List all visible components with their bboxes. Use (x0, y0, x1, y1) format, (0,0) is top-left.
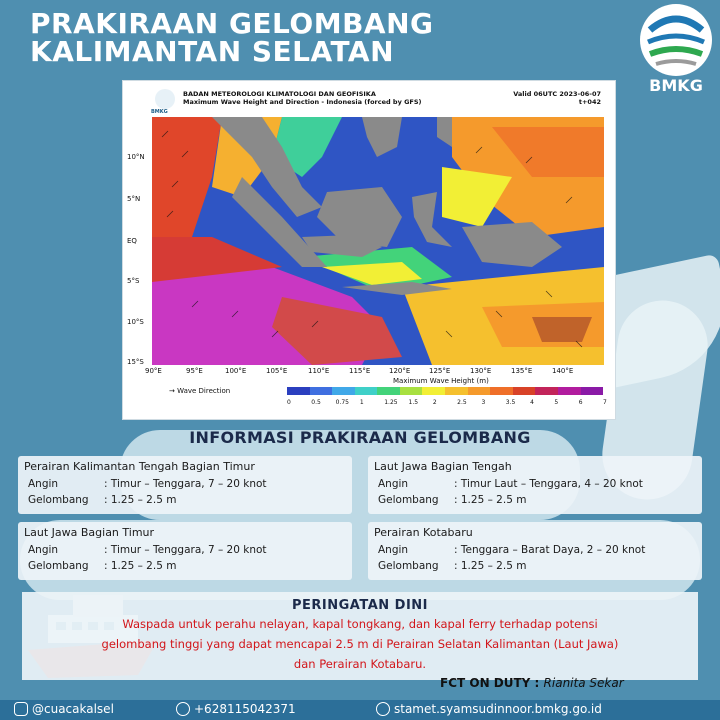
map-forecast-step: t+042 (578, 98, 601, 106)
colorbar-swatch (468, 387, 491, 395)
lon-label: 115°E (349, 367, 371, 375)
instagram-icon (14, 702, 28, 716)
colorbar-swatch (490, 387, 513, 395)
colorbar-swatch (287, 387, 310, 395)
bmkg-logo-text: BMKG (649, 76, 703, 95)
forecast-box (18, 522, 352, 580)
title-line-1: PRAKIRAAN GELOMBANG (30, 7, 434, 40)
lat-label: 10°N (127, 153, 145, 161)
whatsapp-icon (176, 702, 190, 716)
lon-label: 135°E (511, 367, 533, 375)
colorbar-tick-label: 1.5 (408, 399, 419, 406)
forecast-box-title: Laut Jawa Bagian Tengah (374, 460, 512, 473)
early-warning-box (22, 592, 698, 680)
fct-label: FCT ON DUTY : (440, 676, 540, 690)
wave-value: : 1.25 – 2.5 m (454, 494, 527, 506)
forecaster-on-duty (440, 676, 624, 690)
wave-row (28, 560, 176, 572)
colorbar-tick-label: 7 (603, 399, 607, 406)
wave-height-map (152, 117, 604, 365)
wind-row (378, 544, 645, 556)
page-title (30, 7, 434, 68)
forecast-box (368, 522, 702, 580)
lon-label: 140°E (552, 367, 574, 375)
forecast-box-title: Perairan Kalimantan Tengah Bagian Timur (24, 460, 255, 473)
wave-height-map-image (152, 117, 604, 365)
colorbar-tick-label: 0.5 (311, 399, 321, 406)
footer-website[interactable] (376, 702, 602, 716)
map-bmkg-logo-text: BMKG (151, 109, 168, 115)
wind-value: : Timur – Tenggara, 7 – 20 knot (104, 544, 267, 556)
lon-label: 130°E (470, 367, 492, 375)
footer-bar (0, 700, 720, 720)
warning-title: PERINGATAN DINI (291, 598, 429, 613)
map-header-right (513, 90, 601, 106)
warning-text (38, 614, 682, 674)
colorbar-swatch (558, 387, 581, 395)
wave-value: : 1.25 – 2.5 m (104, 494, 177, 506)
colorbar-title: Maximum Wave Height (m) (393, 377, 489, 385)
colorbar-tick-label: 1.25 (384, 399, 398, 406)
wave-label: Gelombang (378, 494, 439, 506)
colorbar-tick-label: 2 (432, 399, 437, 406)
colorbar-swatch (581, 387, 604, 395)
lon-label: 110°E (308, 367, 330, 375)
globe-icon (376, 702, 390, 716)
wave-direction-label: Wave Direction (177, 387, 231, 395)
footer-instagram[interactable] (14, 702, 114, 716)
arrow-right-icon: → (169, 387, 175, 395)
colorbar-tick-label: 0 (287, 399, 291, 406)
forecast-box-title: Perairan Kotabaru (374, 526, 473, 539)
map-agency-name: BADAN METEOROLOGI KLIMATOLOGI DAN GEOFISIKA (183, 90, 376, 98)
colorbar-swatch (513, 387, 536, 395)
logo-emblem-icon (640, 4, 712, 76)
forecast-box (368, 456, 702, 514)
lon-label: 120°E (389, 367, 411, 375)
colorbar-swatch (445, 387, 468, 395)
wave-row (378, 560, 526, 572)
website-url: stamet.syamsudinnoor.bmkg.go.id (394, 702, 602, 716)
colorbar-swatch (332, 387, 355, 395)
colorbar-ticks (281, 399, 607, 409)
lat-label: 15°S (127, 358, 144, 366)
wind-label: Angin (28, 478, 59, 490)
colorbar-swatch (377, 387, 400, 395)
map-header-left (183, 90, 422, 106)
warning-text-line: Waspada untuk perahu nelayan, kapal tongkang, dan kapal ferry terhadap potensi (122, 617, 598, 631)
wind-label: Angin (28, 544, 59, 556)
instagram-handle: @cuacakalsel (32, 702, 114, 716)
colorbar-tick-label: 3.5 (505, 399, 516, 406)
wave-direction-legend (169, 387, 230, 395)
lon-label: 95°E (186, 367, 203, 375)
colorbar-tick-label: 3 (481, 399, 486, 406)
forecast-box-title: Laut Jawa Bagian Timur (24, 526, 155, 539)
lon-label: 100°E (225, 367, 247, 375)
phone-number: +628115042371 (194, 702, 296, 716)
colorbar-swatch (400, 387, 423, 395)
colorbar-tick-label: 0.75 (335, 399, 349, 406)
wave-row (378, 494, 526, 506)
bmkg-logo-emblem (640, 4, 712, 76)
wind-label: Angin (378, 544, 409, 556)
footer-whatsapp[interactable] (176, 702, 296, 716)
forecast-box (18, 456, 352, 514)
colorbar (287, 387, 603, 395)
map-valid-time: Valid 06UTC 2023-06-07 (513, 90, 601, 98)
lat-label: 5°S (127, 277, 140, 285)
title-line-2: KALIMANTAN SELATAN (30, 35, 395, 68)
wave-value: : 1.25 – 2.5 m (104, 560, 177, 572)
colorbar-tick-label: 6 (578, 399, 583, 406)
colorbar-tick-label: 5 (554, 399, 559, 406)
wind-value: : Tenggara – Barat Daya, 2 – 20 knot (454, 544, 646, 556)
colorbar-tick-label: 2.5 (457, 399, 467, 406)
wave-row (28, 494, 176, 506)
lat-label: 10°S (127, 318, 144, 326)
wave-label: Gelombang (28, 494, 89, 506)
colorbar-swatch (355, 387, 378, 395)
warning-text-line: gelombang tinggi yang dapat mencapai 2.5 m di Perairan Selatan Kalimantan (Laut Jawa) (101, 637, 619, 651)
colorbar-tick-label: 1 (359, 399, 364, 406)
wave-label: Gelombang (28, 560, 89, 572)
lat-label: EQ (127, 237, 137, 245)
map-product-name: Maximum Wave Height and Direction - Indonesia (forced by GFS) (183, 98, 422, 106)
lon-label: 90°E (145, 367, 162, 375)
colorbar-tick-label: 4 (530, 399, 534, 406)
wind-row (28, 544, 267, 556)
lon-label: 105°E (266, 367, 288, 375)
colorbar-swatch (535, 387, 558, 395)
colorbar-swatch (422, 387, 445, 395)
lon-label: 125°E (429, 367, 451, 375)
bmkg-logo (636, 4, 716, 104)
wind-row (378, 478, 643, 490)
warning-text-line: dan Perairan Kotabaru. (293, 657, 427, 671)
wave-label: Gelombang (378, 560, 439, 572)
wind-value: : Timur – Tenggara, 7 – 20 knot (104, 478, 267, 490)
wave-map-card (122, 80, 616, 420)
wind-row (28, 478, 267, 490)
info-heading: INFORMASI PRAKIRAAN GELOMBANG (189, 428, 531, 447)
colorbar-swatch (310, 387, 333, 395)
lat-label: 5°N (127, 195, 141, 203)
wave-value: : 1.25 – 2.5 m (454, 560, 527, 572)
wind-value: : Timur Laut – Tenggara, 4 – 20 knot (454, 478, 643, 490)
fct-name: Rianita Sekar (543, 676, 624, 690)
wind-label: Angin (378, 478, 409, 490)
map-bmkg-logo-icon (155, 89, 175, 109)
